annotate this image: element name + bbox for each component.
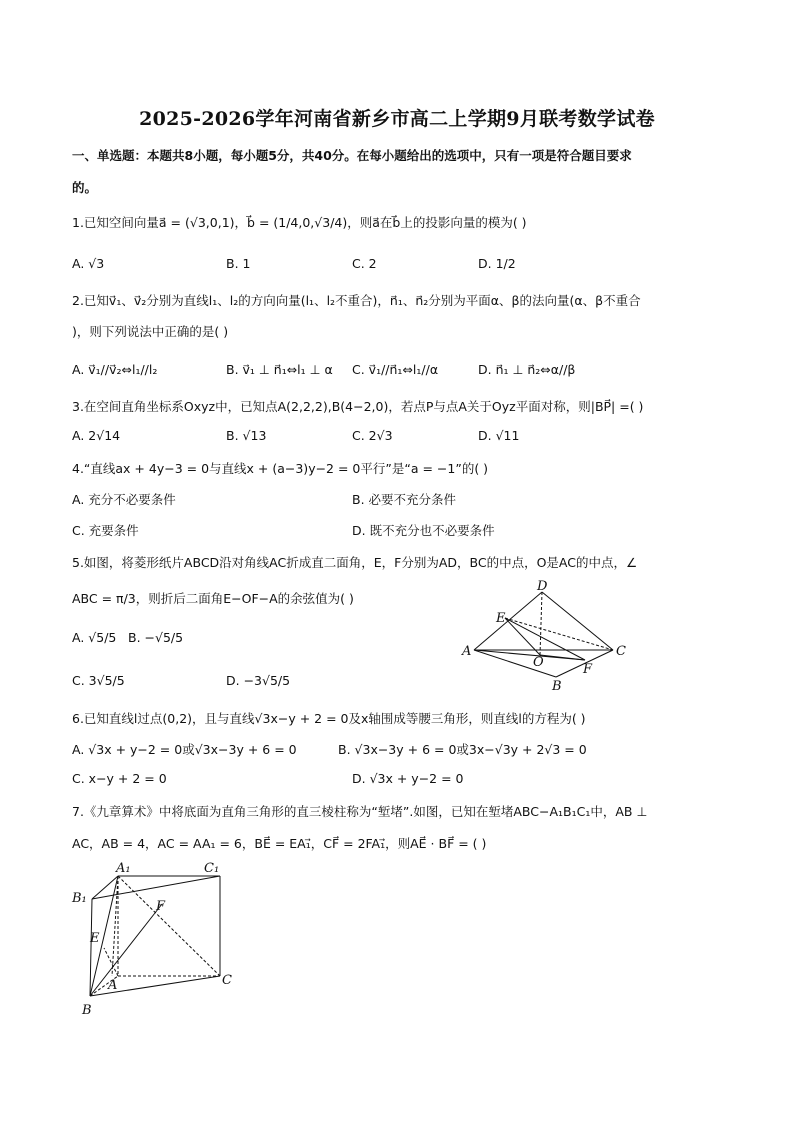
label-a: A bbox=[462, 644, 472, 659]
q2-option-a: A. v⃗₁//v⃗₂⇔l₁//l₂ bbox=[72, 362, 158, 377]
question-7: 7.《九章算术》中将底面为直角三角形的直三棱柱称为“堑堵”.如图，已知在堑堵ABC−A₁B₁C₁中，AB ⊥ bbox=[72, 804, 648, 819]
page-title: 2025-2026学年河南省新乡市高二上学期9月联考数学试卷 bbox=[139, 108, 655, 130]
edge-b1c1 bbox=[92, 876, 220, 899]
label-f: F bbox=[583, 662, 593, 677]
q5-figure bbox=[455, 580, 635, 695]
label-e: E bbox=[90, 931, 100, 946]
q2-option-d: D. n⃗₁ ⊥ n⃗₂⇔α//β bbox=[478, 362, 576, 377]
label-c: C bbox=[222, 973, 232, 988]
label-f: F bbox=[156, 899, 166, 914]
question-1: 1.已知空间向量a⃗ = (√3,0,1)，b⃗ = (1/4,0,√3/4)，则a⃗在b⃗上的投影向量的模为( ) bbox=[72, 215, 527, 230]
label-b: B bbox=[552, 679, 562, 694]
q3-option-d: D. √11 bbox=[478, 428, 520, 443]
label-b: B bbox=[82, 1003, 92, 1018]
q4-option-d: D. 既不充分也不必要条件 bbox=[352, 523, 495, 538]
q1-option-a: A. √3 bbox=[72, 256, 105, 271]
q6-option-c: C. x−y + 2 = 0 bbox=[72, 771, 167, 786]
edge-b1a1 bbox=[92, 876, 118, 899]
q5-option-d: D. −3√5/5 bbox=[226, 673, 291, 688]
q3-option-c: C. 2√3 bbox=[352, 428, 393, 443]
question-3: 3.在空间直角坐标系Oxyz中，已知点A(2,2,2),B(4−2,0)，若点P与点A关于Oyz平面对称，则|BP⃗| =( ) bbox=[72, 399, 644, 414]
q1-option-d: D. 1/2 bbox=[478, 256, 516, 271]
question-2-cont: )，则下列说法中正确的是( ) bbox=[72, 324, 229, 339]
q5-option-b: B. −√5/5 bbox=[128, 630, 184, 645]
label-o: O bbox=[533, 655, 544, 670]
edge-dc bbox=[542, 592, 613, 650]
q5-option-c: C. 3√5/5 bbox=[72, 673, 125, 688]
question-5: 5.如图，将菱形纸片ABCD沿对角线AC折成直二面角，E，F分别为AD，BC的中点，O是AC的中点，∠ bbox=[72, 555, 638, 570]
q2-option-c: C. v⃗₁//n⃗₁⇔l₁//α bbox=[352, 362, 439, 377]
q3-option-b: B. √13 bbox=[226, 428, 267, 443]
q1-option-c: C. 2 bbox=[352, 256, 377, 271]
label-a: A bbox=[108, 978, 118, 993]
label-d: D bbox=[537, 580, 548, 594]
segment-a1c bbox=[118, 876, 220, 976]
label-c: C bbox=[616, 644, 626, 659]
q4-option-a: A. 充分不必要条件 bbox=[72, 492, 176, 507]
question-2: 2.已知v⃗₁、v⃗₂分别为直线l₁、l₂的方向向量(l₁、l₂不重合)，n⃗₁、n⃗₂分别为平面α、β的法向量(α、β不重合 bbox=[72, 293, 641, 308]
edge-b1b bbox=[90, 899, 92, 996]
q6-option-a: A. √3x + y−2 = 0或√3x−3y + 6 = 0 bbox=[72, 742, 297, 757]
question-5-cont: ABC = π/3，则折后二面角E−OF−A的余弦值为( ) bbox=[72, 591, 354, 606]
segment-do bbox=[540, 592, 542, 655]
question-7-cont: AC，AB = 4，AC = AA₁ = 6，BE⃗ = EA₁⃗，CF⃗ = 2FA₁⃗，则AE⃗ · BF⃗ = ( ) bbox=[72, 836, 487, 851]
question-6: 6.已知直线l过点(0,2)，且与直线√3x−y + 2 = 0及x轴围成等腰三角形，则直线l的方程为( ) bbox=[72, 711, 586, 726]
segment-ec bbox=[505, 618, 613, 650]
label-a1: A₁ bbox=[116, 861, 131, 876]
label-e: E bbox=[496, 611, 506, 626]
q2-option-b: B. v⃗₁ ⊥ n⃗₁⇔l₁ ⊥ α bbox=[226, 362, 333, 377]
segment-eo bbox=[505, 618, 540, 655]
q4-option-b: B. 必要不充分条件 bbox=[352, 492, 457, 507]
q6-option-d: D. √3x + y−2 = 0 bbox=[352, 771, 464, 786]
q7-figure bbox=[70, 856, 250, 1021]
q4-option-c: C. 充要条件 bbox=[72, 523, 139, 538]
label-c1: C₁ bbox=[204, 861, 220, 876]
section-heading: 一、单选题：本题共8小题，每小题5分，共40分。在每小题给出的选项中，只有一项是符合题目要求 bbox=[72, 148, 632, 163]
q1-option-b: B. 1 bbox=[226, 256, 251, 271]
section-heading-cont: 的。 bbox=[72, 180, 98, 195]
q5-option-a: A. √5/5 bbox=[72, 630, 117, 645]
label-b1: B₁ bbox=[72, 891, 87, 906]
question-4: 4.“直线ax + 4y−3 = 0与直线x + (a−3)y−2 = 0平行”是“a = −1”的( ) bbox=[72, 461, 489, 476]
q3-option-a: A. 2√14 bbox=[72, 428, 121, 443]
q6-option-b: B. √3x−3y + 6 = 0或3x−√3y + 2√3 = 0 bbox=[338, 742, 587, 757]
segment-ae bbox=[104, 948, 118, 976]
